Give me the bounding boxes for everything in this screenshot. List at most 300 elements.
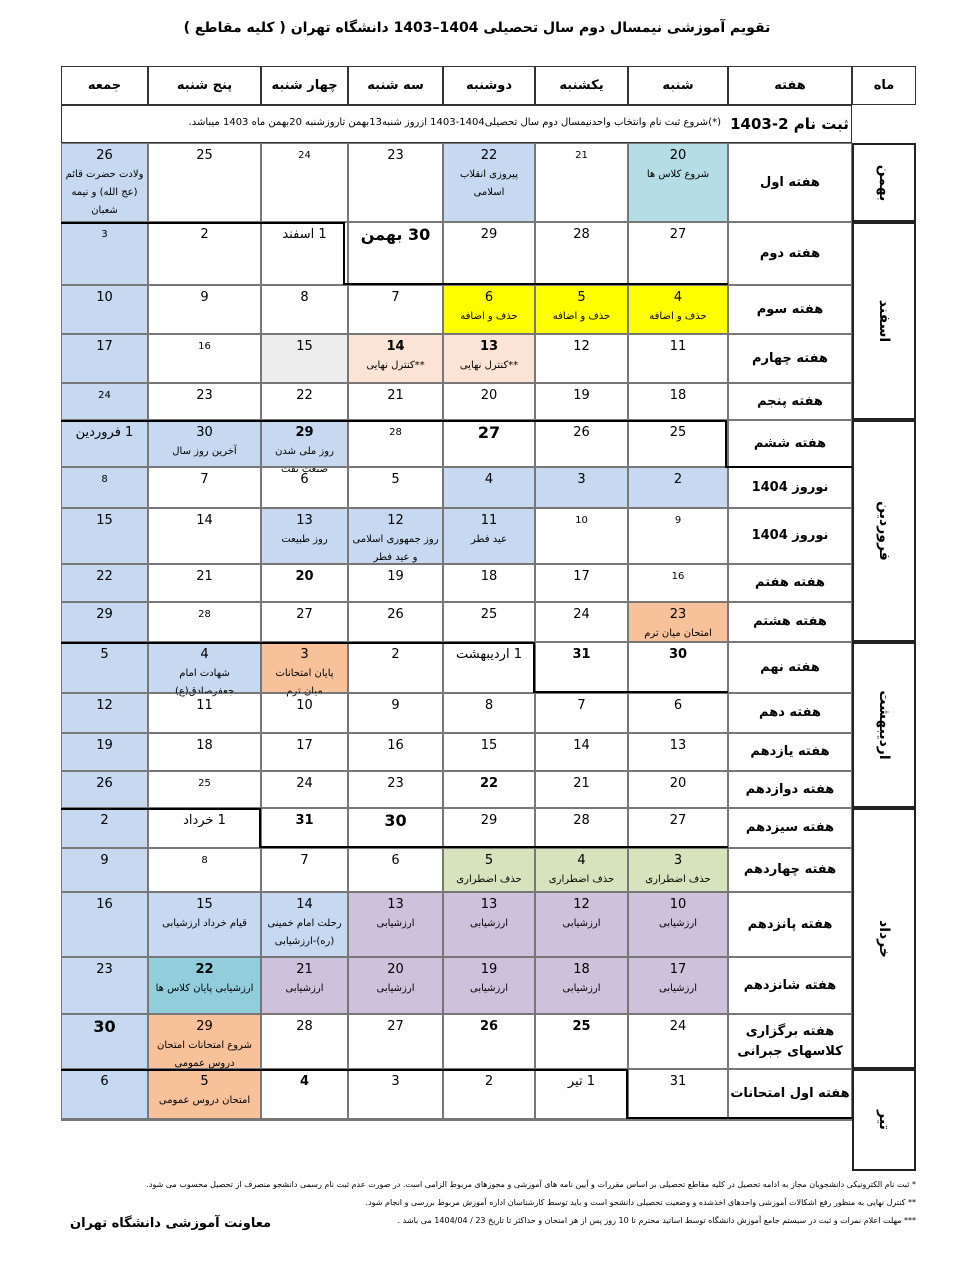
week-label: هفته دهم [759,705,821,720]
day-number: 31 [669,1074,687,1089]
day-note: ارزشیابی [285,983,324,994]
week-label-cell [728,602,852,642]
day-cell-sunday [535,642,628,693]
header-monday: دوشنبه [443,66,535,105]
day-cell-thursday [148,892,261,957]
day-cell-thursday [148,693,261,733]
day-cell-tuesday [348,383,443,420]
day-number: 17 [573,569,590,584]
day-number: 29 [295,425,314,440]
day-note: روز ملی شدن صنعت نفت [275,446,334,475]
day-cell-friday [61,693,148,733]
day-number: 15 [96,513,113,528]
month-label-cell [852,642,916,808]
day-number: 13 [479,339,499,354]
day-number: 5 [577,290,586,305]
day-cell-thursday [148,334,261,383]
month-boundary-line [533,642,535,693]
week-label-cell [728,642,852,693]
month-name: تیر [876,1110,892,1130]
week-label-cell [728,467,852,508]
day-number: 9 [391,698,400,713]
day-cell-wednesday [261,957,348,1014]
day-number: 24 [296,776,313,791]
day-cell-friday [61,420,148,467]
day-cell-wednesday [261,143,348,222]
day-cell-monday [443,222,535,285]
day-cell-monday [443,892,535,957]
day-number: 23 [387,776,404,791]
day-number: 26 [479,1019,499,1034]
day-number: 28 [198,609,211,620]
header-tuesday: سه شنبه [348,66,443,105]
day-number: 12 [573,897,590,912]
week-label-cell [728,383,852,420]
day-cell-monday [443,383,535,420]
day-number: 26 [387,607,404,622]
day-number: 19 [96,738,113,753]
week-label-cell [728,693,852,733]
day-number: 25 [669,425,687,440]
day-cell-friday [61,1069,148,1119]
day-cell-friday [61,564,148,602]
day-number: 27 [387,1019,404,1034]
day-cell-saturday [628,383,728,420]
day-cell-saturday [628,957,728,1014]
day-cell-monday [443,1119,535,1121]
day-number: 23 [196,388,213,403]
month-boundary-line [725,420,727,467]
footnote: *** مهلت اعلام نمرات و ثبت در سیستم جامع آموزش دانشگاه توسط اساتید محترم تا 10 روز پس از هر امتحان و حداکثر تا تاریخ 23 / 1404/04 می باشد . [397,1216,916,1225]
day-cell-tuesday [348,1069,443,1119]
week-label: هفته پانزدهم [747,916,833,932]
day-cell-thursday [148,642,261,697]
day-number: 27 [296,607,313,622]
day-cell-friday [61,733,148,771]
day-note: ارزشیابی [470,983,508,994]
day-number: 16 [198,341,211,352]
day-number: 13 [296,513,313,528]
day-number: 25 [572,1019,591,1034]
day-cell-tuesday [348,771,443,808]
day-number: 12 [573,339,590,354]
day-number: 22 [296,388,313,403]
day-number: 4 [299,1074,310,1089]
day-number: 11 [196,698,213,713]
day-cell-sunday [535,892,628,957]
day-number: 27 [477,423,501,442]
day-number: 29 [196,1019,213,1034]
day-number: 29 [96,607,113,622]
day-number: 2 [391,647,400,662]
day-cell-monday [443,508,535,564]
day-note: ارزشیابی [659,983,697,994]
day-note: امتحان میان ترم [644,628,712,639]
signature: معاونت آموزشی دانشگاه تهران [70,1216,272,1231]
day-number: 29 [480,227,498,242]
day-number: 16 [96,897,113,912]
day-note: حذف و اضافه [552,311,611,322]
day-cell-sunday [535,1069,628,1119]
academic-calendar-table [61,66,916,1171]
day-number: 25 [480,607,498,622]
day-note: ارزشیابی [376,983,415,994]
day-number: 17 [296,738,313,753]
week-label-cell [728,420,852,467]
day-cell-saturday [628,693,728,733]
week-label: هفته اول [760,174,820,190]
week-label: هفته چهارم [752,350,828,366]
day-number: 14 [196,513,213,528]
day-number: 26 [96,776,113,791]
day-note: آخرین روز سال [172,446,237,457]
month-label-cell [852,420,916,642]
day-cell-tuesday [348,733,443,771]
day-cell-saturday [628,222,728,285]
day-cell-wednesday [261,1069,348,1119]
week-label-cell [728,808,852,848]
day-cell-tuesday [348,564,443,602]
day-cell-sunday [535,222,628,285]
day-cell-sunday [535,733,628,771]
day-number: 16 [387,738,404,753]
day-cell-saturday [628,564,728,602]
week-label-cell [728,733,852,771]
day-cell-monday [443,1069,535,1119]
day-cell-friday [61,642,148,693]
footnote: * ثبت نام الکترونیکی دانشجویان مجاز به ادامه تحصیل در کلیه مقاطع تحصیلی بر اساس مقررات و آیین نامه های آموزشی و مجوزهای مربوط الزامی است. در صورت عدم ثبت نام رسمی دانشجو منصرف از تحصیل محسوب می شود. [146,1180,916,1189]
day-cell-sunday [535,564,628,602]
month-boundary-line [725,466,852,468]
day-number: 21 [196,569,213,584]
day-number: 19 [387,569,404,584]
day-number: 12 [387,513,404,528]
day-cell-friday [61,808,148,848]
day-cell-friday [61,771,148,808]
week-label: هفته سوم [756,301,824,317]
day-cell-friday [61,143,148,222]
day-note: پیروزی انقلاب اسلامی [460,169,518,198]
day-cell-thursday [148,957,261,1014]
day-cell-thursday [148,1119,261,1121]
week-label: هفته چهاردهم [743,862,837,877]
day-cell-tuesday [348,467,443,508]
week-label-cell [728,143,852,222]
day-cell-thursday [148,143,261,222]
day-note: حذف اضطراری [645,874,711,885]
day-number: 15 [196,897,213,912]
day-cell-tuesday [348,334,443,383]
day-note: رحلت امام خمینی (ره)-ارزشیابی [267,918,342,947]
day-cell-thursday [148,285,261,334]
day-cell-saturday [628,1119,728,1121]
day-number: 21 [573,776,590,791]
day-number: 22 [195,962,214,977]
day-cell-wednesday [261,383,348,420]
day-cell-sunday [535,957,628,1014]
day-number: 7 [200,472,209,487]
header-week: هفته [728,66,852,105]
day-note: ارزشیابی [376,918,415,929]
day-cell-saturday [628,602,728,642]
day-note: حذف و اضافه [649,311,707,322]
month-label-cell [852,222,916,420]
day-number: 2 [100,813,109,828]
day-cell-monday [443,143,535,222]
day-cell-sunday [535,1014,628,1069]
day-cell-monday [443,1014,535,1069]
day-cell-monday [443,957,535,1014]
day-number: 22 [96,569,113,584]
week-label: نوروز 1404 [751,528,829,543]
day-cell-friday [61,1014,148,1069]
day-number: 10 [96,290,113,305]
day-cell-wednesday [261,285,348,334]
week-label [729,1119,851,1121]
day-cell-thursday [148,771,261,808]
day-cell-thursday [148,222,261,285]
day-note: حذف اضطراری [548,874,615,885]
day-number: 8 [300,290,309,305]
day-cell-monday [443,733,535,771]
day-cell-thursday [148,467,261,508]
week-label-cell [728,771,852,808]
day-cell-monday [443,467,535,508]
day-note: شروع کلاس ها [646,169,710,180]
day-cell-thursday [148,733,261,771]
month-boundary-line [259,808,261,848]
day-number: 30 [93,1017,116,1036]
day-number: 20 [669,776,687,791]
day-number: 25 [196,148,213,163]
day-number: 5 [200,1074,209,1089]
day-number: 27 [669,813,687,828]
week-label: هفته اول امتحانات [730,1086,850,1101]
day-note: ولادت حضرت قائم (عج الله) و نیمه شعبان [65,169,144,216]
day-number: 7 [300,853,309,868]
day-number: 14 [296,897,313,912]
day-note: عید فطر [471,534,507,545]
day-number: 1 تیر [567,1074,596,1089]
day-note: شروع امتحانات امتحان دروس عمومی [157,1040,252,1069]
day-cell-saturday [628,143,728,222]
week-label-cell [728,848,852,892]
day-cell-monday [443,693,535,733]
day-number: 19 [573,388,590,403]
month-label-cell [852,1069,916,1171]
day-cell-sunday [535,467,628,508]
day-number: 3 [300,647,309,662]
day-cell-friday [61,508,148,564]
day-cell-saturday [628,892,728,957]
header-friday: جمعه [61,66,148,105]
month-label-cell [852,808,916,1069]
day-cell-tuesday [348,957,443,1014]
day-cell-saturday [628,467,728,508]
day-cell-tuesday [348,602,443,642]
day-number: 11 [480,513,498,528]
day-number: 9 [200,290,209,305]
day-cell-saturday [628,848,728,892]
day-number: 28 [389,427,402,438]
day-number: 31 [572,647,591,662]
day-cell-wednesday [261,693,348,733]
day-number: 3 [673,853,683,868]
day-number: 1 خرداد [183,813,226,828]
week-label: هفته دوم [759,245,821,261]
day-number: 5 [100,647,109,662]
day-cell-wednesday [261,334,348,383]
day-number: 8 [484,698,494,713]
day-number: 23 [669,607,687,622]
day-number: 26 [573,425,590,440]
header-thursday: پنج شنبه [148,66,261,105]
day-cell-wednesday [261,564,348,602]
day-cell-thursday [148,508,261,564]
day-cell-sunday [535,383,628,420]
day-note: حذف اضطراری [456,874,522,885]
week-label-cell [728,334,852,383]
day-number: 17 [96,339,113,354]
day-note: امتحان دروس عمومی [158,1095,251,1106]
day-cell-saturday [628,1014,728,1069]
week-label-cell [728,508,852,564]
day-number: 11 [669,339,687,354]
month-label-cell [852,143,916,222]
day-cell-tuesday [348,693,443,733]
day-number: 18 [573,962,590,977]
day-number: 29 [480,813,498,828]
day-cell-wednesday [261,808,348,848]
day-cell-friday [61,848,148,892]
week-label: هفته برگزاری کلاسهای جبرانی [737,1023,843,1059]
day-note: **کنترل نهایی [366,360,425,371]
day-number: 23 [96,962,113,977]
day-number: 14 [386,339,405,354]
day-number: 31 [295,813,314,828]
day-number: 20 [295,569,314,584]
day-number: 4 [200,647,209,662]
day-cell-tuesday [348,1119,443,1121]
day-cell-wednesday [261,1014,348,1069]
day-number: 20 [480,388,498,403]
day-cell-tuesday [348,892,443,957]
day-number: 6 [484,290,494,305]
day-cell-monday [443,564,535,602]
day-cell-tuesday [348,143,443,222]
day-number: 3 [391,1074,400,1089]
month-name: اردیبهشت [876,690,892,760]
day-number: 9 [674,515,682,526]
day-number: 24 [98,390,111,401]
month-boundary-line [61,222,345,224]
day-number: 17 [669,962,687,977]
day-cell-monday [443,285,535,334]
day-number: 28 [296,1019,313,1034]
day-cell-tuesday [348,285,443,334]
month-boundary-line [343,222,345,285]
day-cell-sunday [535,848,628,892]
day-number: 22 [479,776,499,791]
day-number: 23 [387,148,404,163]
day-cell-friday [61,334,148,383]
day-number: 18 [196,738,213,753]
footnote: ** کنترل نهایی به منظور رفع اشکالات آموزشی واحدهای اخذشده و وضعیت تحصیلی دانشجو است و باید توسط کارشناسان اداره آموزش مربوط بررسی و انجام شود. [365,1198,916,1207]
day-number: 10 [296,698,313,713]
day-number: 21 [575,150,588,161]
day-cell-wednesday [261,420,348,475]
day-note: ارزشیابی [562,983,601,994]
day-note: حذف و اضافه [460,311,518,322]
day-cell-wednesday [261,848,348,892]
month-boundary-line [61,808,261,810]
day-cell-friday [61,602,148,642]
day-number: 2 [200,227,209,242]
day-cell-monday [443,420,535,467]
day-cell-wednesday [261,892,348,957]
day-number: 12 [96,698,113,713]
day-cell-wednesday [261,771,348,808]
day-cell-monday [443,848,535,892]
day-cell-saturday [628,733,728,771]
week-label: هفته سیزدهم [745,820,835,835]
day-number: 1 اردیبهشت [456,647,522,662]
day-cell-monday [443,602,535,642]
day-number: 20 [387,962,404,977]
month-name: اسفند [876,299,892,343]
day-number: 15 [296,339,313,354]
week-label-cell [728,564,852,602]
day-note: ارزشیابی [562,918,601,929]
header-wednesday: چهار شنبه [261,66,348,105]
day-cell-wednesday [261,467,348,508]
day-number: 24 [573,607,590,622]
day-cell-tuesday [348,1014,443,1069]
day-cell-thursday [148,420,261,467]
day-cell-saturday [628,642,728,693]
day-number: 30 [384,811,407,830]
day-cell-saturday [628,771,728,808]
day-cell-saturday [628,1069,728,1119]
day-number: 1 اسفند [282,227,327,242]
day-number: 4 [673,290,683,305]
day-number: 6 [673,698,683,713]
week-label: هفته ششم [753,435,827,451]
day-cell-wednesday [261,508,348,564]
day-cell-sunday [535,143,628,222]
day-cell-saturday [628,508,728,564]
day-number: 25 [198,778,211,789]
month-boundary-line [626,1069,628,1119]
day-number: 8 [101,474,108,485]
day-number: 6 [391,853,400,868]
day-number: 22 [480,148,498,163]
day-cell-sunday [535,1119,628,1121]
day-cell-friday [61,1119,148,1121]
day-number: 4 [484,472,494,487]
day-cell-saturday [628,808,728,848]
month-boundary-line [626,1117,852,1119]
day-note: پایان امتحانات میان ترم [275,668,334,697]
month-boundary-line [61,1069,628,1071]
day-number: 3 [577,472,586,487]
day-number: 2 [484,1074,494,1089]
week-label: هفته هفتم [755,575,825,590]
day-number: 7 [391,290,400,305]
month-name: بهمن [876,164,892,201]
week-label: نوروز 1404 [751,479,829,495]
week-label: هفته هشتم [753,614,827,629]
